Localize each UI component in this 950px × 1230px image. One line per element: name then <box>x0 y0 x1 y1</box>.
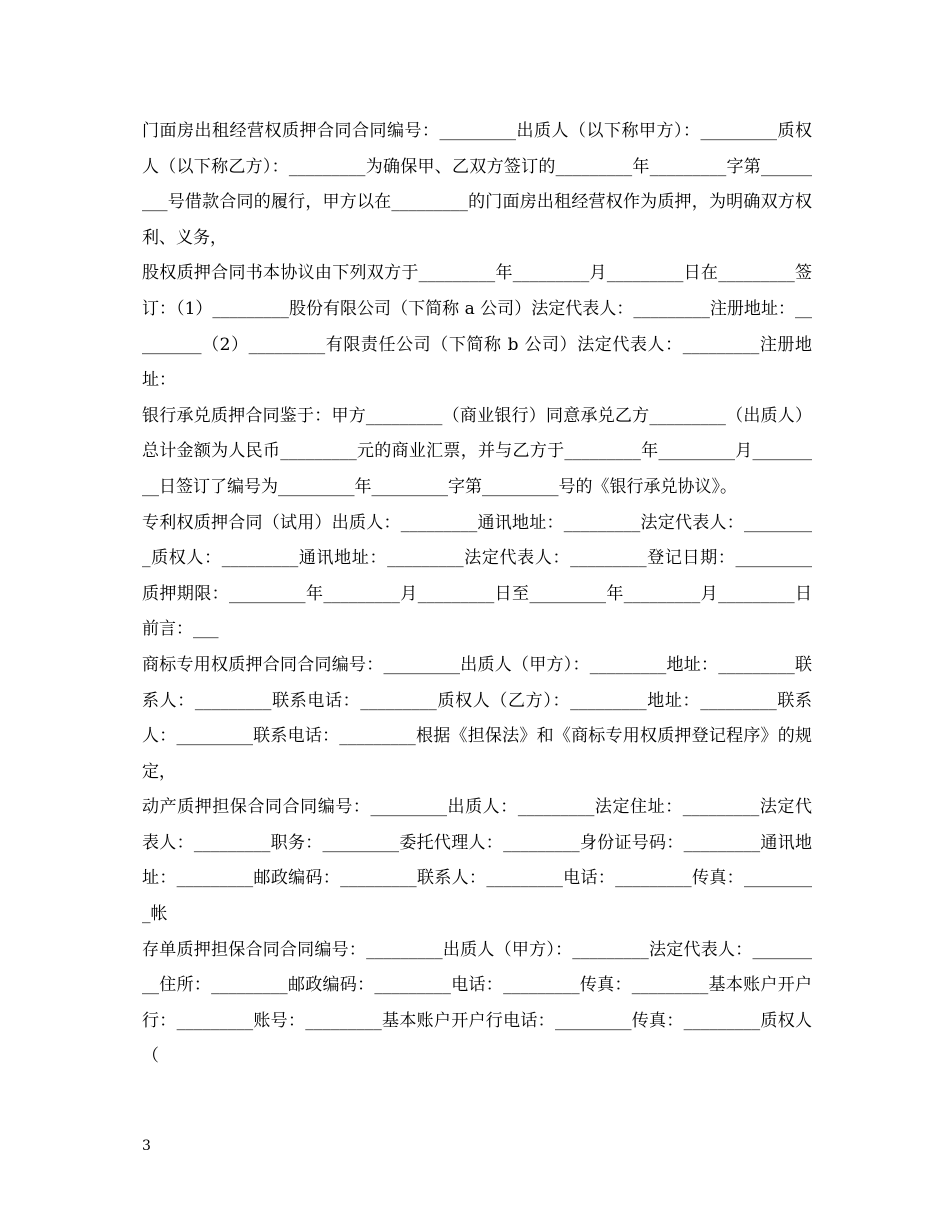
paragraph-equity-pledge: 股权质押合同书本协议由下列双方于_________年_________月_________日在_________签订：（1）_________股份有限公司（下简称 a 公司）法定代表人：_________注册地址：_________（2）_________有限责任公司（下简称 b 公司）法定代表人：_________注册地址： <box>142 263 812 391</box>
document-body <box>142 114 812 1075</box>
paragraph-movable-property-pledge: 动产质押担保合同合同编号：_________出质人：_________法定住址：_________法定代表人：_________职务：_________委托代理人：_________身份证号码：_________通讯地址：_________邮政编码：_________联系人：_________电话：_________传真：_________帐 <box>142 797 812 925</box>
paragraph-bank-acceptance-pledge: 银行承兑质押合同鉴于：甲方_________（商业银行）同意承兑乙方_________（出质人）总计金额为人民币_________元的商业汇票，并与乙方于_________年_________月_________日签订了编号为_________年_________字第_________号的《银行承兑协议》。 <box>142 405 812 497</box>
paragraph-deposit-certificate-pledge: 存单质押担保合同合同编号：_________出质人（甲方）：_________法定代表人：_________住所：_________邮政编码：_________电话：_________传真：_________基本账户开户行：_________账号：_________基本账户开户行电话：_________传真：_________质权人（ <box>142 939 812 1067</box>
paragraph-patent-pledge: 专利权质押合同（试用）出质人：_________通讯地址：_________法定代表人：_________质权人：_________通讯地址：_________法定代表人：_________登记日期：_________质押期限：_________年_________月_________日至_________年_________月_________日前言：___ <box>142 512 812 640</box>
paragraph-storefront-lease-pledge: 门面房出租经营权质押合同合同编号：_________出质人（以下称甲方）：_________质权人（以下称乙方）：_________为确保甲、乙双方签订的_________年_________字第_________号借款合同的履行，甲方以在_________的门面房出租经营权作为质押，为明确双方权利、义务， <box>142 121 812 248</box>
paragraph-trademark-pledge: 商标专用权质押合同合同编号：_________出质人（甲方）：_________地址：_________联系人：_________联系电话：_________质权人（乙方）：_________地址：_________联系人：_________联系电话：_________根据《担保法》和《商标专用权质押登记程序》的规定， <box>142 654 812 782</box>
page-number: 3 <box>142 1138 151 1154</box>
